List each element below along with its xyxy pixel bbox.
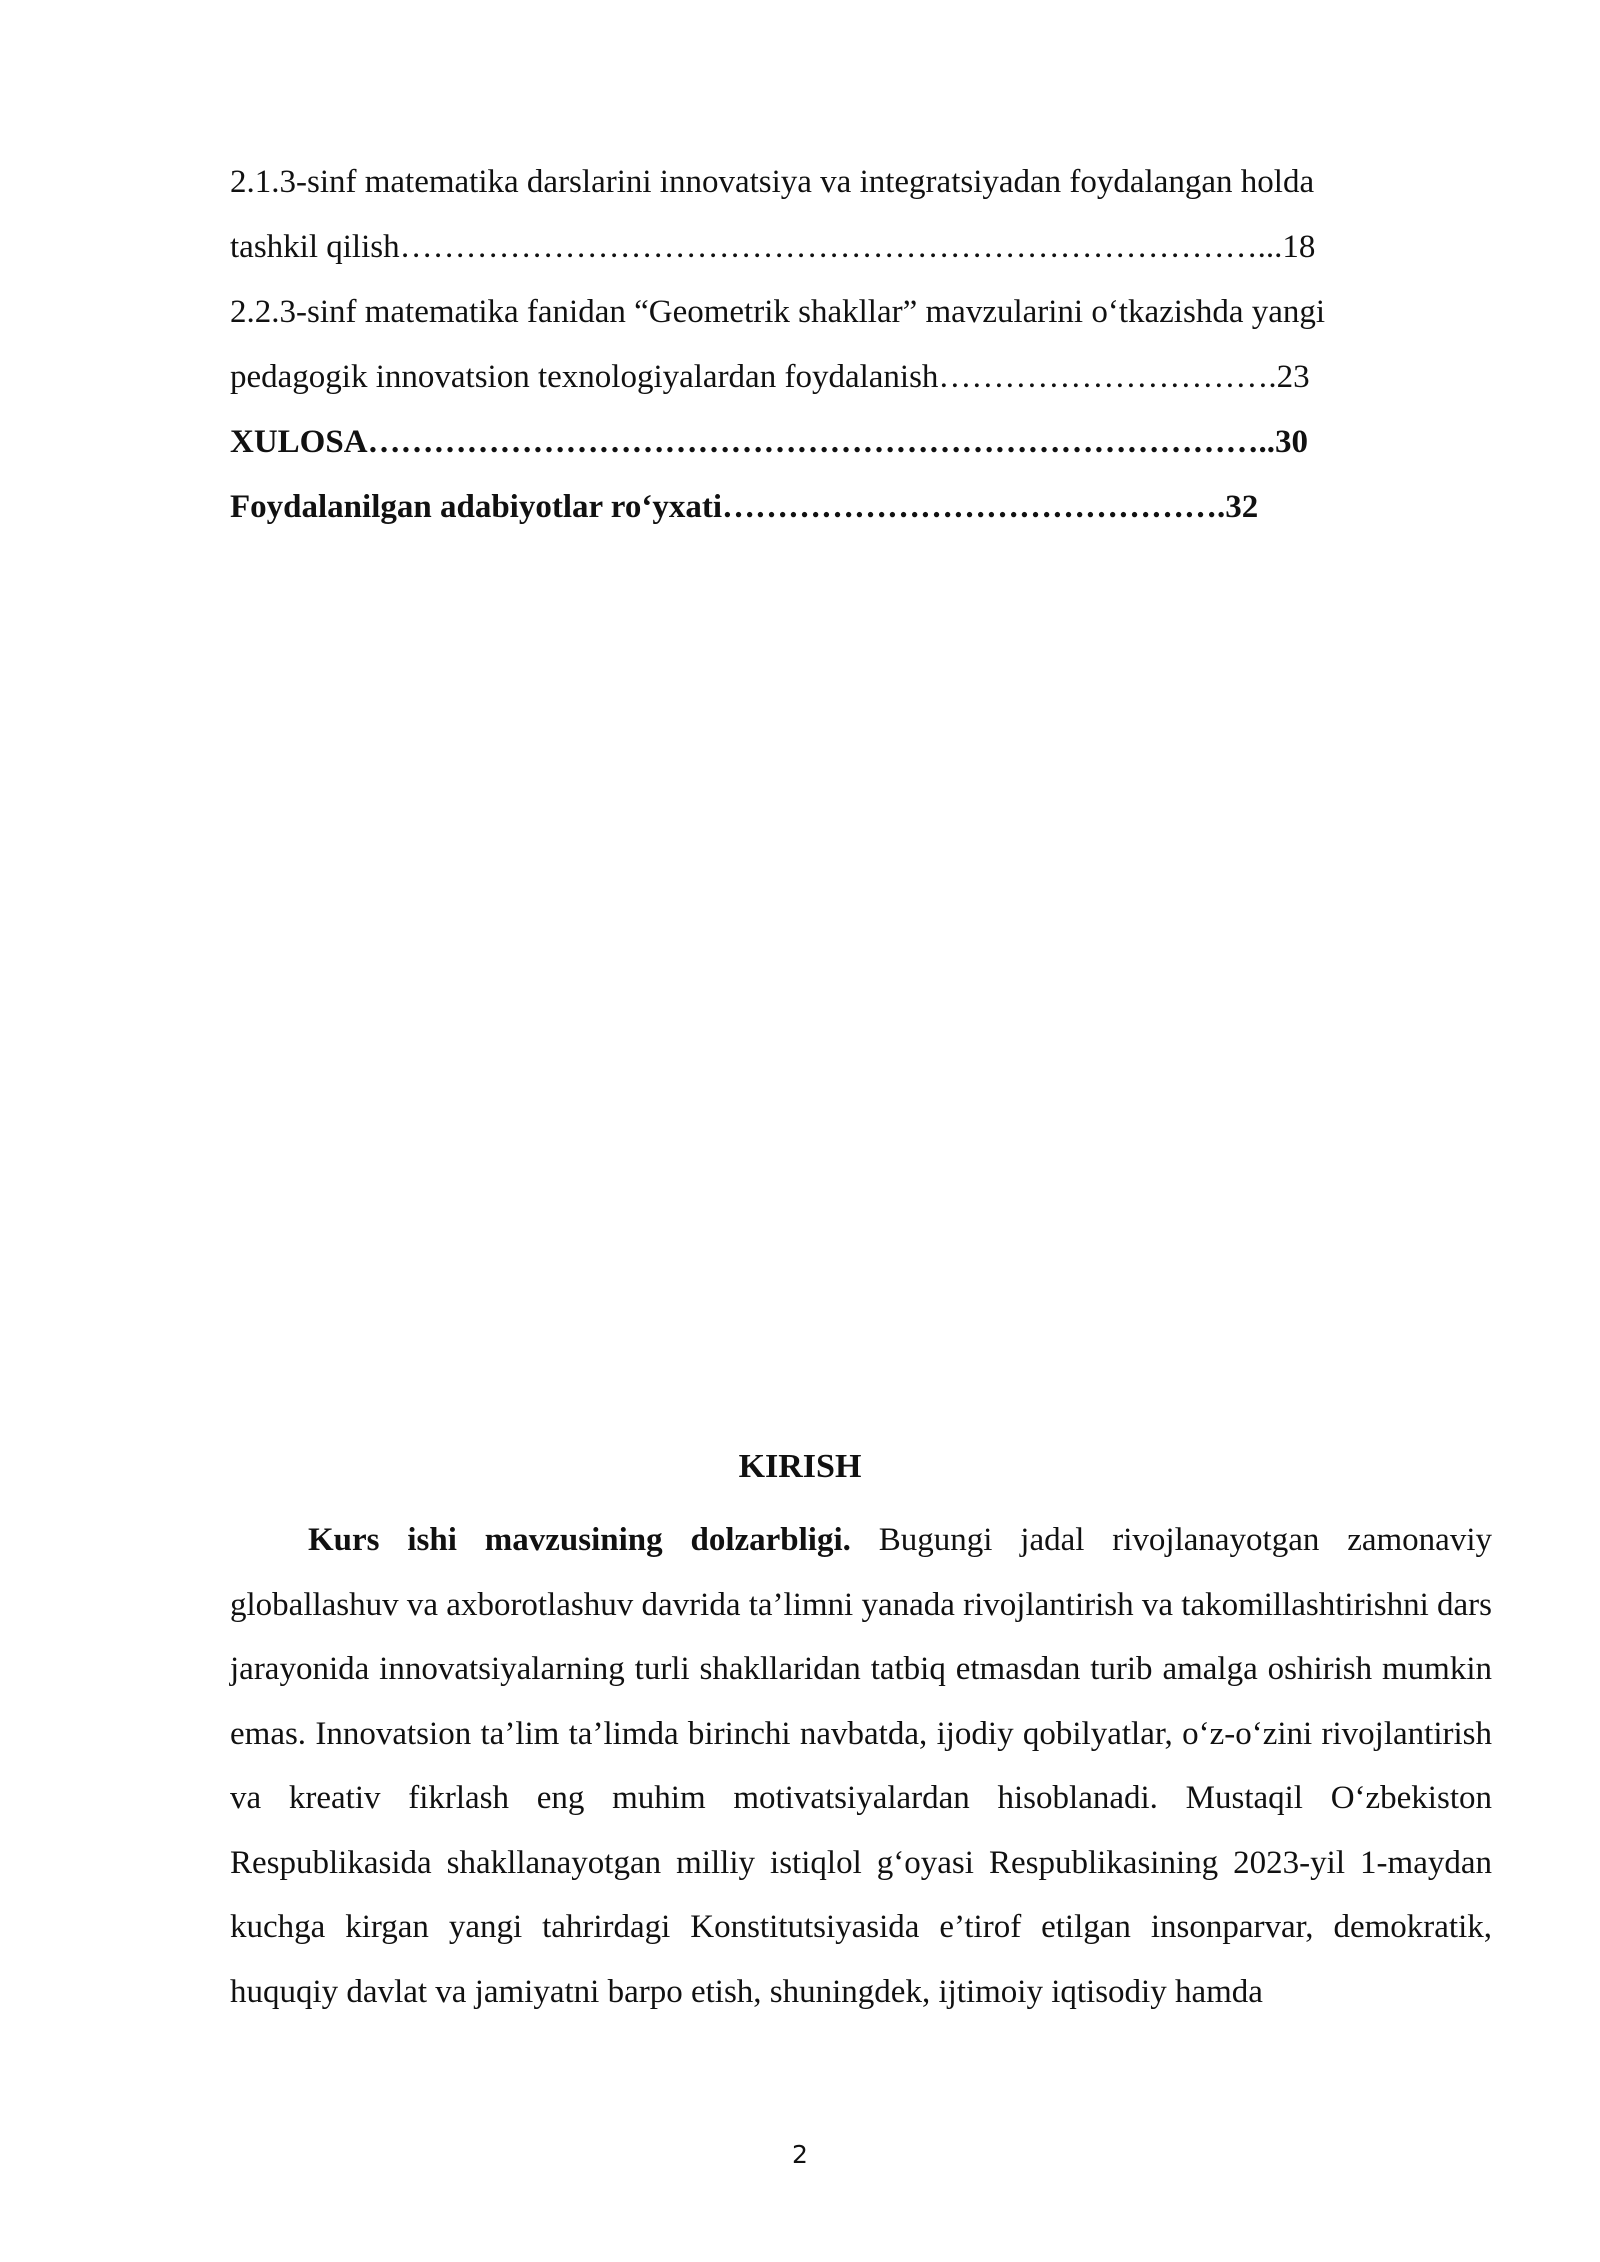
toc-entry-2-1: 2.1.3-sinf matematika darslarini innovatsiya va integratsiyadan foydalangan holda — [230, 164, 1315, 200]
paragraph-text: Bugungi jadal rivojlanayotgan zamonaviy globallashuv va axborotlashuv davrida ta’limni yanada rivojlantirish va takomillashtirishni dars jarayonida innovatsiyalarning turli shakllaridan tatbiq etmasdan turib amalga oshirish mumkin emas. Innovatsion ta’lim ta’limda birinchi navbatda, ijodiy qobilyatlar, o‘z-o‘zini rivojlantirish va kreativ fikrlash eng muhim motivatsiyalardan hisoblanadi. Mustaqil O‘zbekiston Respublikasida shakllanayotgan milliy istiqlol g‘oyasi Respublikasining 2023-yil 1-maydan kuchga kirgan yangi tahrirdagi Konstitutsiyasida e’tirof etilgan insonparvar, demokratik, huquqiy davlat va jamiyatni barpo etish, shuningdek, ijtimoiy iqtisodiy hamda — [230, 1522, 1492, 2010]
section-paragraph — [230, 1508, 1492, 2024]
table-of-contents — [230, 150, 1490, 540]
toc-entry-2-2-continued: pedagogik innovatsion texnologiyalardan foydalanish………………………….23 — [230, 359, 1310, 395]
toc-entry-2-1-continued: tashkil qilish……………………………………………………………………...18 — [230, 229, 1316, 265]
toc-entry-references: Foydalanilgan adabiyotlar ro‘yxati……………………………………….32 — [230, 489, 1259, 525]
toc-entry-2-2: 2.2.3-sinf matematika fanidan “Geometrik shakllar” mavzularini o‘tkazishda yangi — [230, 294, 1326, 330]
section-heading: KIRISH — [738, 1448, 862, 1485]
page-number: 2 — [792, 2140, 808, 2169]
paragraph-lead: Kurs ishi mavzusining dolzarbligi. — [308, 1522, 851, 1558]
toc-entry-conclusion: XULOSA………………………………………………………………………..30 — [230, 424, 1309, 460]
